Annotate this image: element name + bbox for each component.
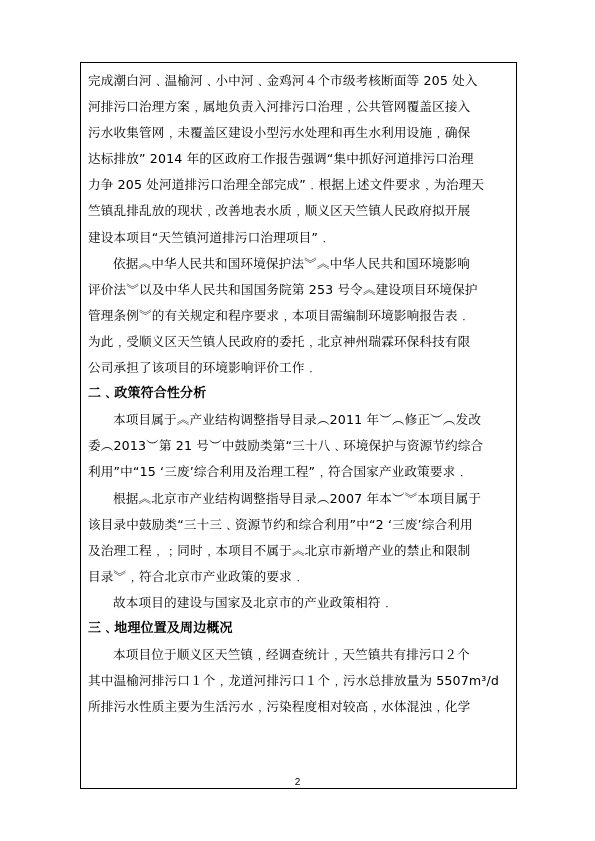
text-line: 目录︾﹐符合北京市产业政策的要求﹒ bbox=[88, 568, 305, 584]
page-number: 2 bbox=[294, 777, 301, 788]
text-line: 完成潮白河﹑温榆河﹑小中河﹑金鸡河４个市级考核断面等 205 处入 bbox=[88, 73, 478, 88]
text-line: 评价法︾以及中华人民共和国国务院第 253 号令︽建设项目环境保护 bbox=[88, 281, 478, 297]
text-line: 污水收集管网﹐未覆盖区建设小型污水处理和再生水利用设施﹐确保 bbox=[88, 125, 471, 141]
text-line: 故本项目的建设与国家及北京市的产业政策相符﹒ bbox=[113, 594, 394, 610]
text-line: 所排污水性质主要为生活污水﹐污染程度相对较高﹐水体混浊﹐化学 bbox=[88, 699, 471, 715]
text-line: 竺镇乱排乱放的现状﹐改善地表水质﹐顺义区天竺镇人民政府拟开展 bbox=[88, 203, 471, 219]
text-line: 公司承担了该项目的环境影响评价工作﹒ bbox=[88, 360, 318, 376]
text-line: 河排污口治理方案﹐属地负责入河排污口治理﹐公共管网覆盖区接入 bbox=[88, 99, 471, 115]
text-line: 达标排放” 2014 年的区政府工作报告强调“集中抓好河道排污口治理 bbox=[88, 151, 474, 167]
text-line: 管理条例︾的有关规定和程序要求﹐本项目需编制环境影响报告表﹒ bbox=[88, 307, 471, 323]
text-line: 本项目位于顺义区天竺镇﹐经调查统计﹐天竺镇共有排污口２个 bbox=[113, 647, 470, 663]
section-heading: 三﹑地理位置及周边概况 bbox=[88, 620, 233, 636]
text-line: 该目录中鼓励类“三十三﹑资源节约和综合利用”中“2 ‘三废’综合利用 bbox=[88, 516, 473, 532]
text-line: 依据︽中华人民共和国环境保护法︾︽中华人民共和国环境影响 bbox=[113, 255, 470, 271]
text-line: 其中温榆河排污口１个﹐龙道河排污口１个﹐污水总排放量为 5507m³/d bbox=[88, 673, 500, 689]
section-heading: 二﹑政策符合性分析 bbox=[88, 386, 207, 402]
text-line: 根据︽北京市产业结构调整指导目录︵2007 年本︶︾本项目属于 bbox=[113, 490, 482, 506]
text-line: 委︵2013︶第 21 号︶中鼓励类第“三十八﹑环境保护与资源节约综合 bbox=[88, 438, 484, 454]
text-line: 利用”中“15 ‘三废’综合利用及治理工程”﹐符合国家产业政策要求﹒ bbox=[88, 464, 469, 480]
text-line: 及治理工程﹐﹔同时﹐本项目不属于︽北京市新增产业的禁止和限制 bbox=[88, 542, 471, 558]
text-line: 建设本项目“天竺镇河道排污口治理项目”﹒ bbox=[88, 229, 331, 245]
document-body bbox=[88, 68, 512, 720]
text-line: 力争 205 处河道排污口治理全部完成”﹒根据上述文件要求﹐为治理天 bbox=[88, 177, 485, 193]
text-line: 本项目属于︽产业结构调整指导目录︵2011 年︶︵修正︶︵发改 bbox=[113, 412, 482, 428]
text-line: 为此﹐受顺义区天竺镇人民政府的委托﹐北京神州瑞霖环保科技有限 bbox=[88, 333, 471, 349]
